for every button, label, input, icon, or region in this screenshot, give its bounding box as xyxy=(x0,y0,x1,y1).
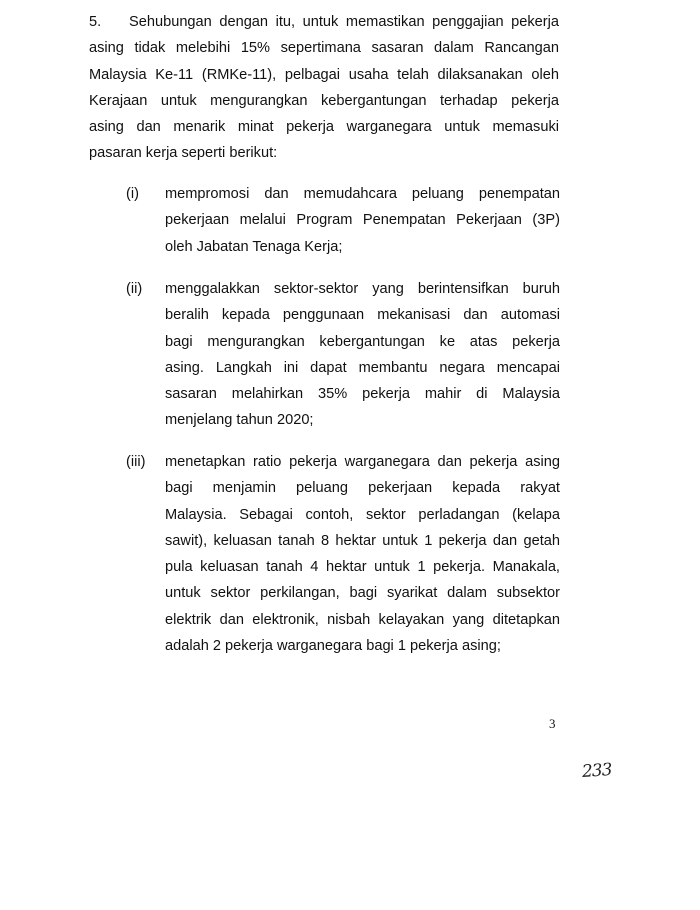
paragraph-line: pasaran kerja seperti berikut: xyxy=(89,145,278,162)
list-item-text xyxy=(165,276,560,434)
list-item-line: oleh Jabatan Tenaga Kerja; xyxy=(165,238,343,255)
list-item-line: sasaran melahirkan 35% pekerja mahir di Malaysia xyxy=(165,386,560,403)
list-item-text xyxy=(165,181,560,260)
list-item-line: untuk sektor perkilangan, bagi syarikat dalam subsektor xyxy=(165,585,560,602)
list-item-label: (iii) xyxy=(126,454,146,470)
list-item-text xyxy=(165,449,560,659)
paragraph-line: Malaysia Ke-11 (RMKe-11), pelbagai usaha telah dilaksanakan oleh xyxy=(89,66,559,83)
paragraph-line: asing dan menarik minat pekerja warganegara untuk memasuki xyxy=(89,119,559,136)
paragraph-line xyxy=(89,9,559,35)
list-item-label: (i) xyxy=(126,186,139,202)
list-item-line: beralih kepada penggunaan mekanisasi dan automasi xyxy=(165,307,560,324)
handwritten-page-number: 233 xyxy=(581,759,613,783)
list-item-label: (ii) xyxy=(126,281,143,297)
list-item-line: bagi mengurangkan kebergantungan ke atas pekerja xyxy=(165,333,560,350)
paragraph-number: 5. xyxy=(89,14,102,30)
list-item-line: menggalakkan sektor-sektor yang berintensifkan buruh xyxy=(165,281,560,297)
list-item-line: menjelang tahun 2020; xyxy=(165,412,314,429)
paragraph-5 xyxy=(89,9,559,167)
list-item-line: Malaysia. Sebagai contoh, sektor perladangan (kelapa xyxy=(165,506,560,523)
list-item-line: mempromosi dan memudahcara peluang penempatan xyxy=(165,186,560,202)
list-item-line: adalah 2 pekerja warganegara bagi 1 pekerja asing; xyxy=(165,638,501,655)
list-item-line: menetapkan ratio pekerja warganegara dan pekerja asing xyxy=(165,454,560,470)
paragraph-line-text: Sehubungan dengan itu, untuk memastikan penggajian pekerja xyxy=(129,14,559,30)
list-item-line: asing. Langkah ini dapat membantu negara mencapai xyxy=(165,359,560,376)
paragraph-line: Kerajaan untuk mengurangkan kebergantungan terhadap pekerja xyxy=(89,92,559,109)
list-item-line: bagi menjamin peluang pekerjaan kepada rakyat xyxy=(165,480,560,497)
list-item-line: elektrik dan elektronik, nisbah kelayakan yang ditetapkan xyxy=(165,611,560,628)
paragraph-line: asing tidak melebihi 15% sepertimana sasaran dalam Rancangan xyxy=(89,40,559,57)
list-item-line: sawit), keluasan tanah 8 hektar untuk 1 pekerja dan getah xyxy=(165,532,560,549)
list-item-line: pekerjaan melalui Program Penempatan Pekerjaan (3P) xyxy=(165,212,560,229)
list-item-line: pula keluasan tanah 4 hektar untuk 1 pekerja. Manakala, xyxy=(165,559,560,576)
page-number: 3 xyxy=(549,716,556,731)
